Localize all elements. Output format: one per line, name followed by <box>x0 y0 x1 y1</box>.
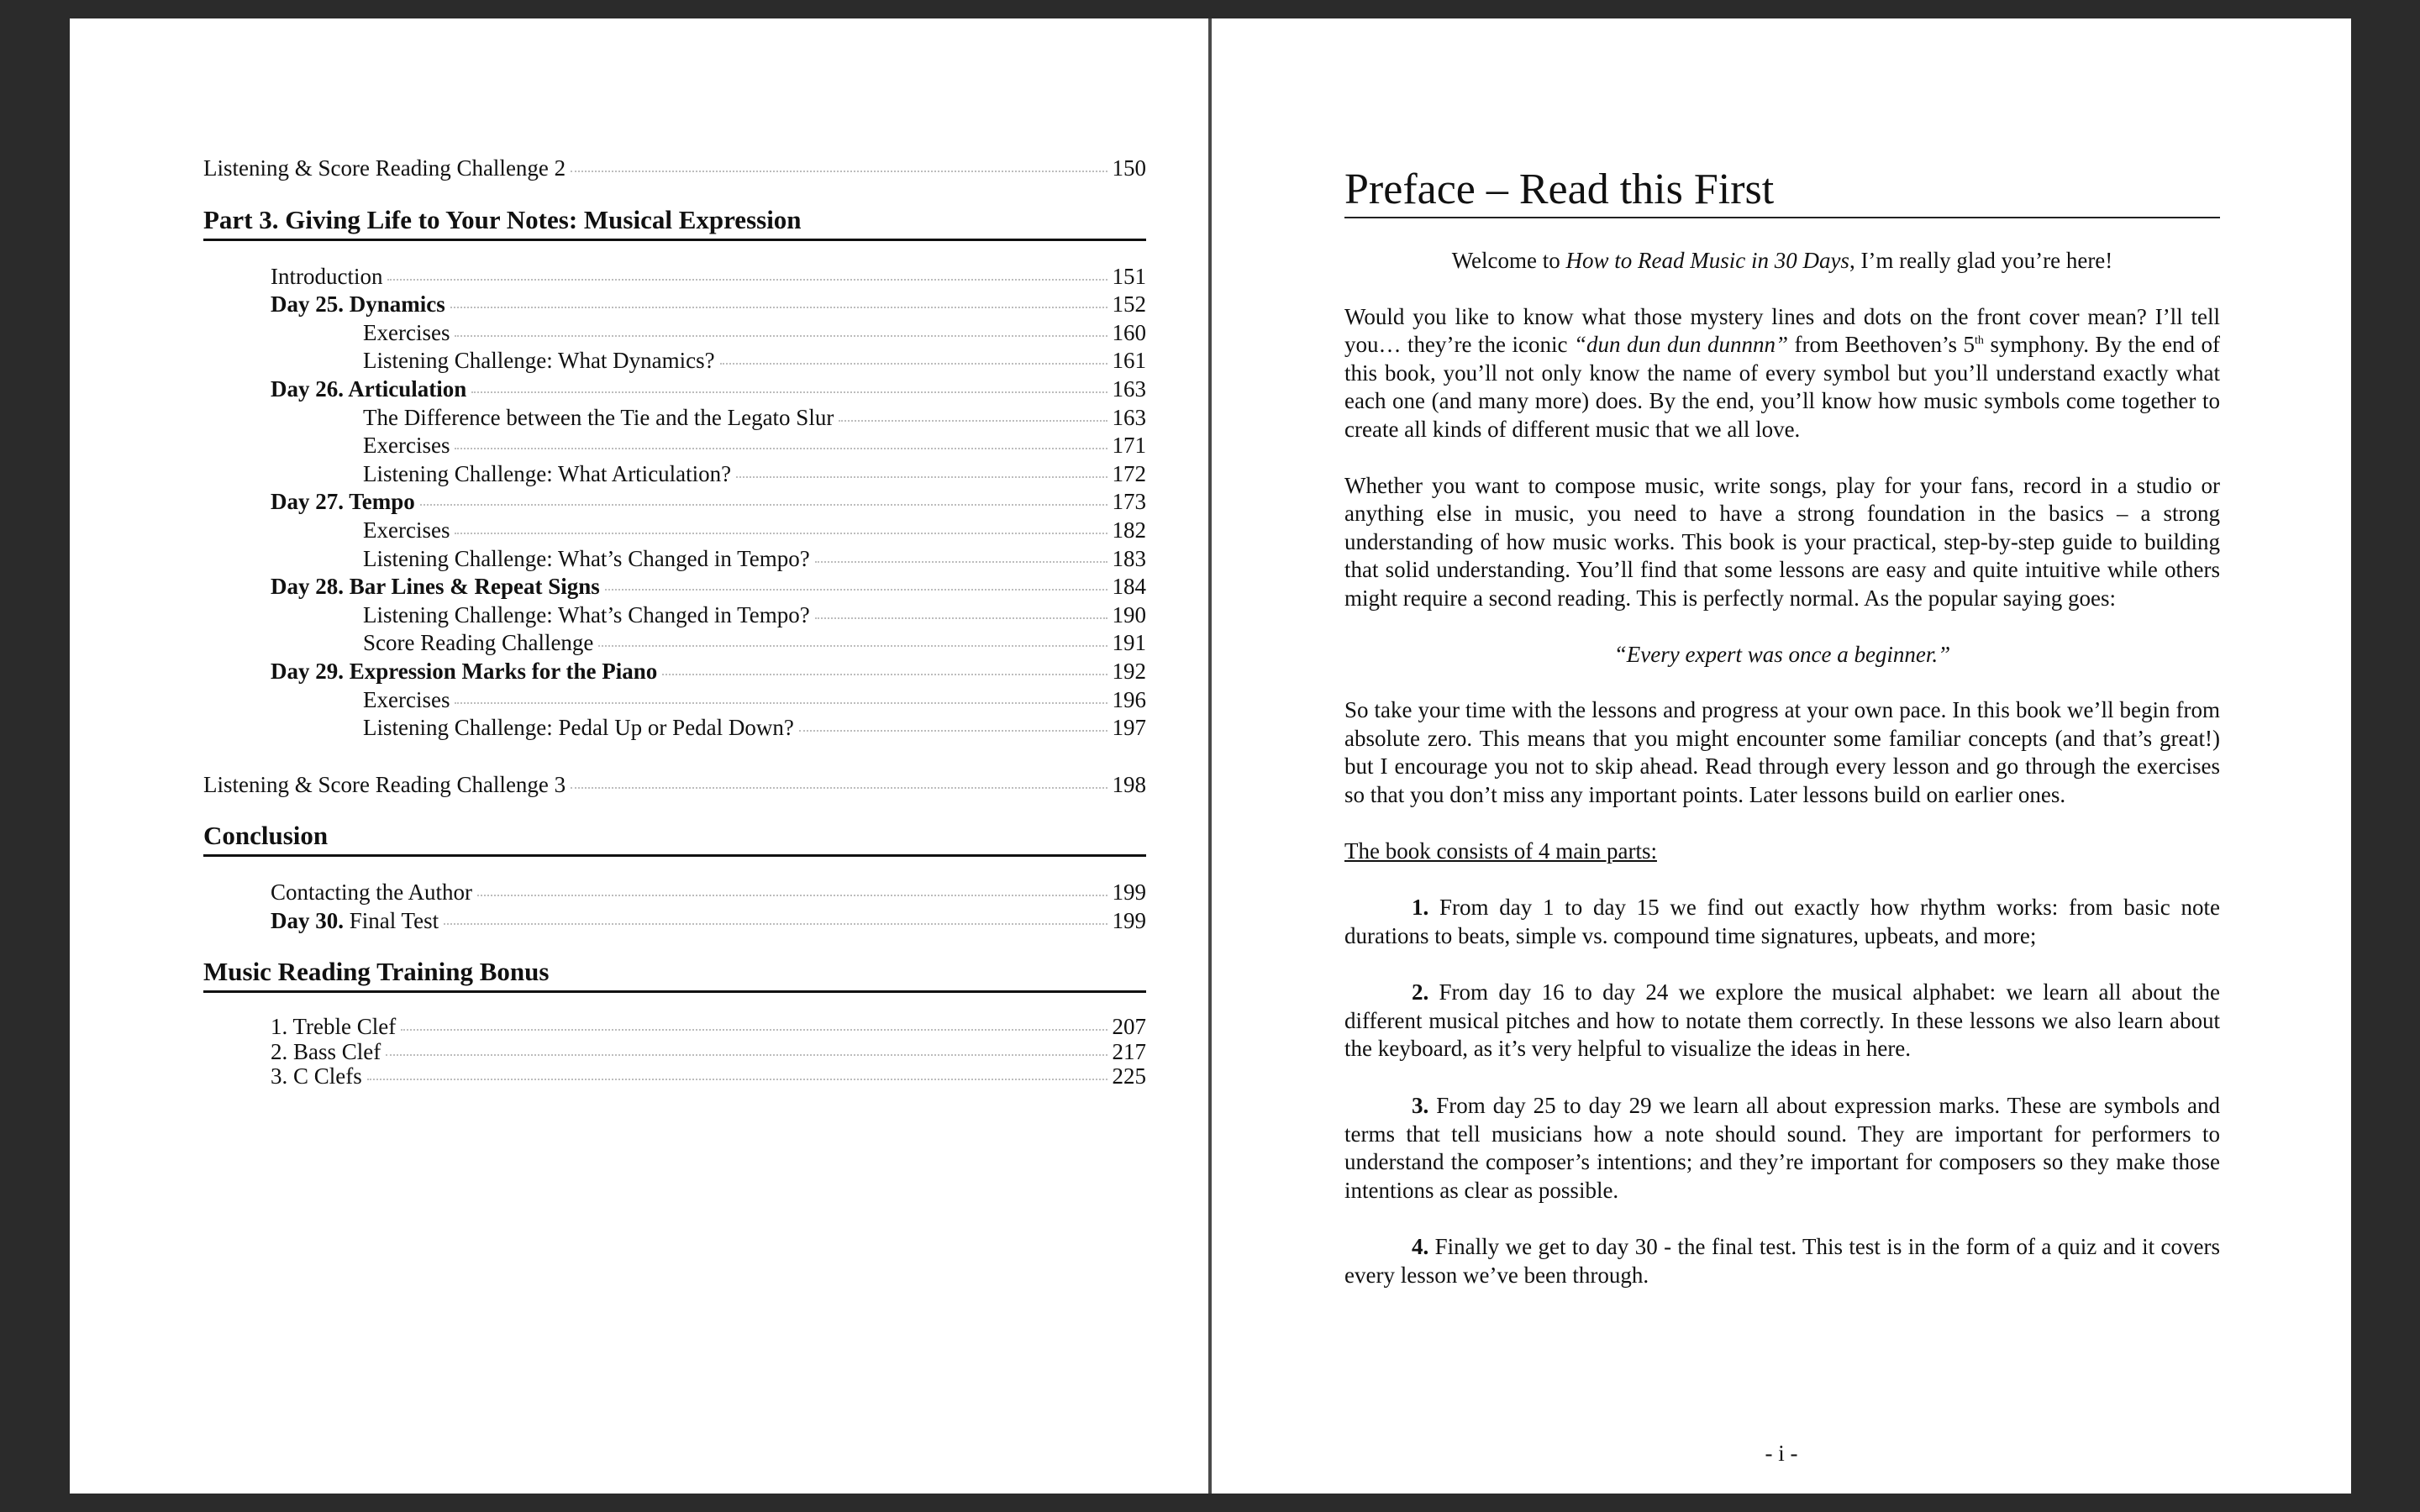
toc-heading-bonus: Music Reading Training Bonus <box>203 955 1146 993</box>
toc-entry[interactable]: The Difference between the Tie and the Legato Slur 163 <box>363 404 1146 430</box>
toc-heading-conclusion: Conclusion <box>203 819 1146 857</box>
toc-entry[interactable]: Exercises 196 <box>363 686 1146 712</box>
toc-entry[interactable]: Exercises 182 <box>363 517 1146 543</box>
toc-entry[interactable]: Exercises 160 <box>363 319 1146 345</box>
toc-entry-day-26[interactable]: Day 26. Articulation 163 <box>271 375 1146 402</box>
quote: “Every expert was once a beginner.” <box>1613 641 1951 667</box>
toc-entry-c-clefs[interactable]: 3. C Clefs 225 <box>271 1063 1146 1089</box>
part-item-1: 1. From day 1 to day 15 we find out exactly how rhythm works: from basic note durations to beats, simple vs. compound time signatures, upbeats, and more; <box>1344 895 2220 948</box>
part-item-4: 4. Finally we get to day 30 - the final test. This test is in the form of a quiz and it covers every lesson we’ve been through. <box>1344 1234 2220 1289</box>
toc-entry-challenge-3[interactable]: Listening & Score Reading Challenge 3 198 <box>203 771 1146 797</box>
part-item-2: 2. From day 16 to day 24 we explore the musical alphabet: we learn all about the different musical pitches and how to notate them correctly. In these lessons we also learn about the keyboard, as it’s very helpful to visualize the ideas in here. <box>1344 979 2220 1062</box>
toc-entry-treble-clef[interactable]: 1. Treble Clef 207 <box>271 1014 1146 1040</box>
paragraph-3: So take your time with the lessons and progress at your own pace. In this book we’ll begin from absolute zero. This means that you might encounter some familiar concepts (and that’s great!) but I encourage you not to skip ahead. Read through every lesson and go through the exercises so that you don’t miss any important points. Later lessons build on earlier ones. <box>1344 697 2220 807</box>
toc-entry[interactable]: Listening Challenge: What’s Changed in Tempo? 190 <box>363 601 1146 627</box>
toc-entry-day-25[interactable]: Day 25. Dynamics 152 <box>271 291 1146 318</box>
welcome-line: Welcome to How to Read Music in 30 Days, I’m really glad you’re here! <box>1451 248 2113 273</box>
paragraph-1: Would you like to know what those mystery lines and dots on the front cover mean? I’ll tell you… they’re the iconic “dun dun dun dunnnn” from Beethoven’s 5th symphony. By the end of this book, you’ll not only know the name of every symbol but you’ll understand exactly what each one (and many more) does. By the end, you’ll know how music symbols come together to create all kinds of different music that we all love. <box>1344 303 2220 442</box>
preface-section <box>1344 163 2220 1290</box>
toc-entry[interactable]: Introduction 151 <box>271 263 1146 289</box>
toc-entry-contacting-author[interactable]: Contacting the Author 199 <box>271 879 1146 906</box>
page-number: - i - <box>1765 1441 1798 1466</box>
toc-entry-day-30[interactable]: Day 30. Final Test 199 <box>271 907 1146 933</box>
part-item-3: 3. From day 25 to day 29 we learn all about expression marks. These are symbols and terms that tell musicians how a note should sound. They are important for performers to understand the composer’s intentions; and they’re important for composers so they make those intentions as clear as possible. <box>1344 1093 2220 1203</box>
toc-entry[interactable]: Listening Challenge: Pedal Up or Pedal Down? 197 <box>363 715 1146 741</box>
right-page <box>1212 18 2351 1494</box>
toc-entry-bass-clef[interactable]: 2. Bass Clef 217 <box>271 1038 1146 1064</box>
toc-entry-day-29[interactable]: Day 29. Expression Marks for the Piano 192 <box>271 658 1146 684</box>
paragraph-2: Whether you want to compose music, write songs, play for your fans, record in a studio or anything else in music, you need to have a strong foundation in the basics – a strong understanding of how music works. This book is your practical, step-by-step guide to building that solid understanding. You’ll find that some lessons are easy and quite intuitive while others might require a second reading. This is perfectly normal. As the popular saying goes: <box>1344 472 2220 611</box>
left-page <box>70 18 1208 1494</box>
toc-entry[interactable]: Listening Challenge: What Dynamics? 161 <box>363 348 1146 374</box>
toc-entry-challenge-2[interactable]: Listening & Score Reading Challenge 2 150 <box>203 155 1146 181</box>
toc-entry-day-27[interactable]: Day 27. Tempo 173 <box>271 489 1146 515</box>
toc-entry[interactable]: Listening Challenge: What Articulation? 172 <box>363 460 1146 486</box>
toc-entry[interactable]: Listening Challenge: What’s Changed in Tempo? 183 <box>363 545 1146 571</box>
toc-heading-part-3: Part 3. Giving Life to Your Notes: Musical Expression <box>203 203 1146 241</box>
table-of-contents <box>203 155 1146 1089</box>
parts-intro: The book consists of 4 main parts: <box>1344 837 1657 864</box>
toc-entry[interactable]: Exercises 171 <box>363 433 1146 459</box>
toc-entry-day-28[interactable]: Day 28. Bar Lines & Repeat Signs 184 <box>271 574 1146 600</box>
toc-part3-list <box>203 263 1146 743</box>
preface-title: Preface – Read this First <box>1344 163 2220 218</box>
toc-entry[interactable]: Score Reading Challenge 191 <box>363 630 1146 656</box>
